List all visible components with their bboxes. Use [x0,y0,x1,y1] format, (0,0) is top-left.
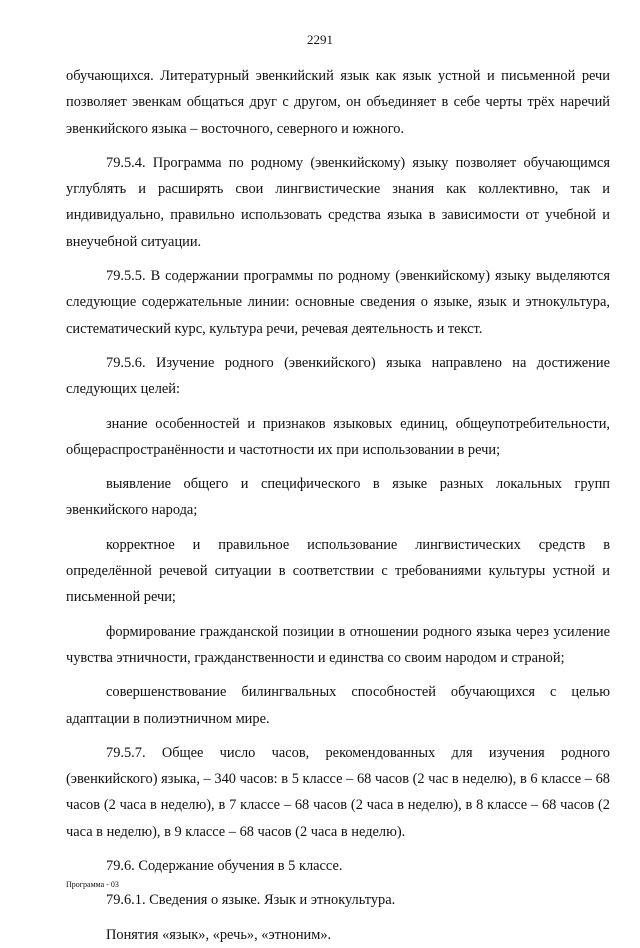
paragraph-79-5-4: 79.5.4. Программа по родному (эвенкийскому) языку позволяет обучающимся углублять и расширять свои лингвистические знания как коллективно, так и индивидуально, правильно использовать средства языка в зависимости от учебной и внеучебной ситуации. [66,154,610,250]
goal-item: корректное и правильное использование лингвистических средств в определённой речевой ситуации в соответствии с требованиями культуры устной и письменной речи; [66,536,610,606]
section-heading-79-6: 79.6. Содержание обучения в 5 классе. [106,858,343,875]
goal-item: знание особенностей и признаков языковых единиц, общеупотребительности, общераспространённости и частотности их при использовании в речи; [66,415,610,458]
paragraph-79-5-5: 79.5.5. В содержании программы по родному (эвенкийскому) языку выделяются следующие содержательные линии: основные сведения о языке, язык и этнокультура, систематический курс, культура речи, речевая деятельность и текст. [66,268,610,337]
paragraph-79-5-6: 79.5.6. Изучение родного (эвенкийского) языка направлено на достижение следующих целей: [66,354,610,398]
document-body [66,63,610,948]
goal-item: совершенствование билингвальных способностей обучающихся с целью адаптации в полиэтничном мире. [66,684,610,727]
paragraph-continuation: обучающихся. Литературный эвенкийский язык как язык устной и письменной речи позволяет эвенкам общаться друг с другом, он объединяет в себе черты трёх наречий эвенкийского языка – восточного, северного и южного. [66,68,610,137]
page-number: 2291 [307,32,333,47]
page-footer: Программа - 03 [66,880,119,889]
paragraph-79-5-7: 79.5.7. Общее число часов, рекомендованных для изучения родного (эвенкийского) языка, – 340 часов: в 5 классе – 68 часов (2 час в неделю), в 6 классе – 68 часов (2 часа в неделю), в 7 классе – 68 часов (2 часа в неделю), в 8 классе – 68 часов (2 часа в неделю), в 9 классе – 68 часов (2 часа в неделю). [66,744,610,840]
section-heading-79-6-1: 79.6.1. Сведения о языке. Язык и этнокультура. [106,892,396,909]
goal-item: формирование гражданской позиции в отношении родного языка через усиление чувства этничности, гражданственности и единства со своим народом и страной; [66,623,610,666]
paragraph-concepts: Понятия «язык», «речь», «этноним». [106,926,332,943]
goal-item: выявление общего и специфического в языке разных локальных групп эвенкийского народа; [66,476,610,519]
